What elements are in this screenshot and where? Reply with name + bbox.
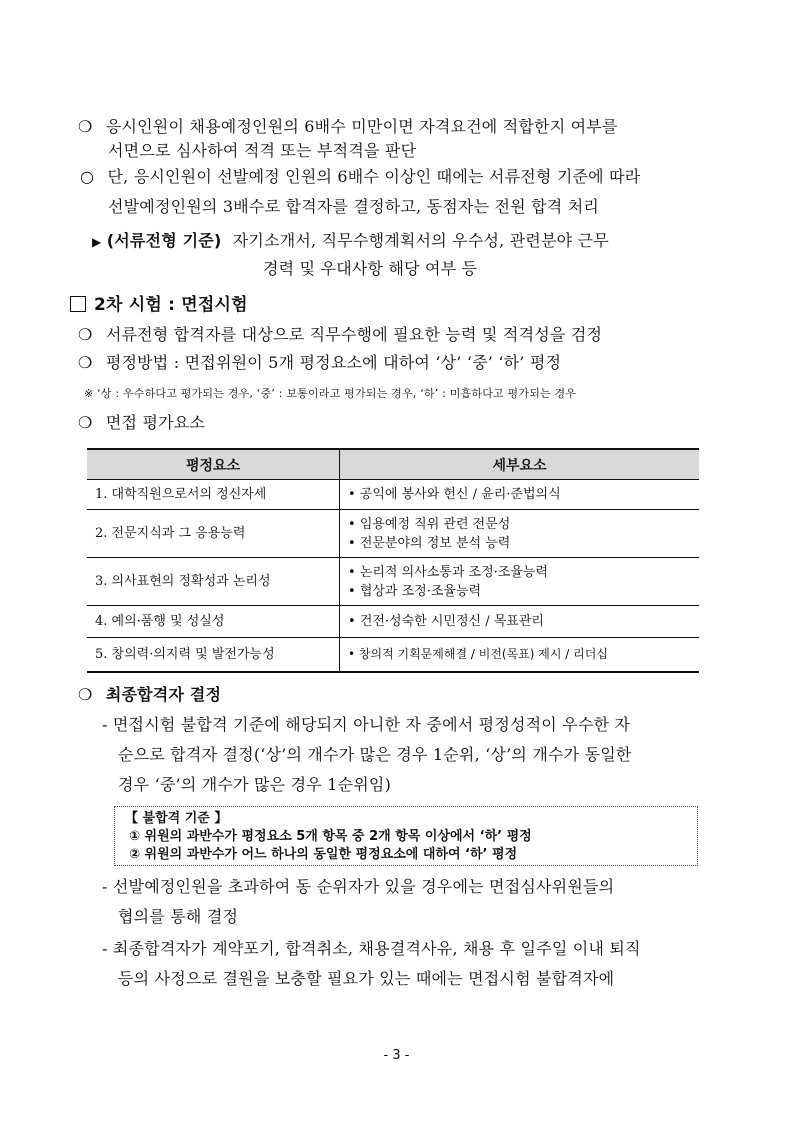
document-criteria-label: (서류전형 기준) <box>106 231 222 250</box>
final-item2-line2: 협의를 통해 결정 <box>118 907 239 926</box>
interview-purpose: ❍ 서류전형 합격자를 대상으로 직무수행에 필요한 능력 및 적격성을 검정 <box>78 325 603 344</box>
fail-criteria-item: ① 위원의 과반수가 평정요소 5개 항목 중 2개 항목 이상에서 ‘하’ 평정 <box>129 829 532 844</box>
paragraph-screening-line2: 선발예정인원의 3배수로 합격자를 결정하고, 동점자는 전원 합격 처리 <box>108 197 600 216</box>
table-cell-element: 1. 대학직원으로서의 정신자세 <box>87 480 340 510</box>
circle-bullet-icon: ❍ <box>78 117 93 136</box>
section-heading-interview: 2차 시험 : 면접시험 <box>70 294 248 316</box>
table-row <box>87 638 699 672</box>
table-row <box>87 558 699 606</box>
small-circle-bullet-icon: ○ <box>80 167 95 186</box>
table-cell-element: 2. 전문지식과 그 응용능력 <box>87 510 340 558</box>
circle-bullet-icon: ❍ <box>78 685 93 704</box>
final-item3-line1: - 최종합격자가 계약포기, 합격취소, 채용결격사유, 채용 후 일주일 이내 퇴직 <box>102 939 641 958</box>
table-row <box>87 510 699 558</box>
final-item1-line3: 경우 ‘중’의 개수가 많은 경우 1순위임) <box>118 775 392 794</box>
page-number: - 3 - <box>383 1048 410 1063</box>
rating-note: ※ ‘상 : 우수하다고 평가되는 경우, ‘중’ : 보통이라고 평가되는 경우, ‘하’ : 미흡하다고 평가되는 경우 <box>84 387 577 400</box>
final-item3-line2: 등의 사정으로 결원을 보충할 필요가 있는 때에는 면접시험 불합격자에 <box>118 969 615 988</box>
interview-elements-label: ❍ 면접 평가요소 <box>78 413 206 432</box>
final-item1-line1: - 면접시험 불합격 기준에 해당되지 아니한 자 중에서 평정성적이 우수한 자 <box>102 715 631 734</box>
fail-criteria-title: 【 불합격 기준 】 <box>125 811 228 826</box>
triangle-marker-icon: ▶ <box>92 235 102 249</box>
table-cell-detail: • 공익에 봉사와 헌신 / 윤리·준법의식 <box>340 480 700 510</box>
table-header-detail: 세부요소 <box>340 449 700 480</box>
document-criteria-line2: 경력 및 우대사항 해당 여부 등 <box>263 259 478 278</box>
table-cell-element: 5. 창의력·의지력 및 발전가능성 <box>87 638 340 672</box>
table-header-row <box>87 449 699 480</box>
table-cell-element: 3. 의사표현의 정확성과 논리성 <box>87 558 340 606</box>
square-box-icon <box>70 296 86 312</box>
final-decision-heading: ❍ 최종합격자 결정 <box>78 685 222 704</box>
table-header-element: 평정요소 <box>87 449 340 480</box>
paragraph-screening-line1: ○ 단, 응시인원이 선발예정 인원의 6배수 이상인 때에는 서류전형 기준에 따라 <box>80 167 641 186</box>
circle-bullet-icon: ❍ <box>78 413 93 432</box>
interview-evaluation-table <box>87 448 699 673</box>
circle-bullet-icon: ❍ <box>78 353 93 372</box>
table-cell-detail: • 논리적 의사소통과 조정·조율능력 • 협상과 조정·조율능력 <box>340 558 700 606</box>
table-row <box>87 480 699 510</box>
table-cell-detail: • 창의적 기획문제해결 / 비전(목표) 제시 / 리더십 <box>340 638 700 672</box>
paragraph-eligibility-line1: ❍ 응시인원이 채용예정인원의 6배수 미만이면 자격요건에 적합한지 여부를 <box>78 117 618 136</box>
final-item2-line1: - 선발예정인원을 초과하여 동 순위자가 있을 경우에는 면접심사위원들의 <box>102 877 615 896</box>
fail-criteria-item: ② 위원의 과반수가 어느 하나의 동일한 평정요소에 대하여 ‘하’ 평정 <box>129 847 518 862</box>
table-row <box>87 606 699 638</box>
table-cell-element: 4. 예의·품행 및 성실성 <box>87 606 340 638</box>
circle-bullet-icon: ❍ <box>78 325 93 344</box>
fail-criteria-box <box>114 806 698 866</box>
final-item1-line2: 순으로 합격자 결정(‘상’의 개수가 많은 경우 1순위, ‘상’의 개수가 동일한 <box>118 745 632 764</box>
paragraph-eligibility-line2: 서면으로 심사하여 적격 또는 부적격을 판단 <box>108 141 417 160</box>
document-criteria-line1: ▶ (서류전형 기준) 자기소개서, 직무수행계획서의 우수성, 관련분야 근무 <box>92 231 609 250</box>
table-cell-detail: • 건전·성숙한 시민정신 / 목표관리 <box>340 606 700 638</box>
table-cell-detail: • 임용예정 직위 관련 전문성 • 전문분야의 정보 분석 능력 <box>340 510 700 558</box>
interview-method: ❍ 평정방법 : 면접위원이 5개 평정요소에 대하여 ‘상’ ‘중’ ‘하’ 평정 <box>78 353 562 372</box>
